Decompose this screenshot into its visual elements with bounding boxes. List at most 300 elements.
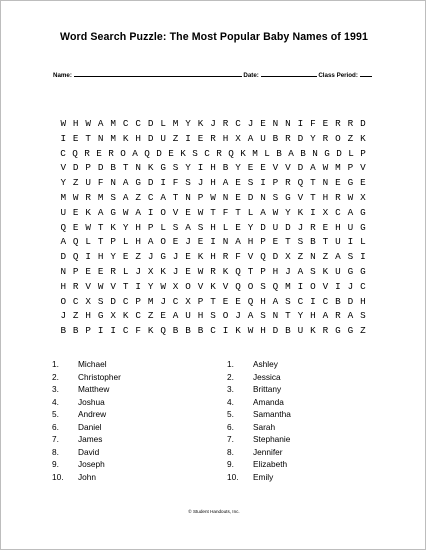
grid-letter[interactable]: W	[197, 265, 204, 277]
grid-letter[interactable]: A	[297, 265, 304, 277]
grid-letter[interactable]: N	[312, 147, 318, 159]
grid-letter[interactable]: C	[322, 295, 329, 307]
grid-letter[interactable]: C	[135, 118, 141, 129]
grid-letter[interactable]: J	[147, 251, 154, 263]
grid-letter[interactable]: E	[72, 221, 79, 233]
grid-letter[interactable]: N	[285, 118, 291, 129]
grid-letter[interactable]: H	[60, 280, 67, 292]
grid-letter[interactable]: X	[85, 295, 91, 307]
grid-letter[interactable]: T	[97, 236, 104, 248]
grid-letter[interactable]: N	[222, 191, 229, 203]
grid-letter[interactable]: R	[72, 280, 79, 292]
grid-letter[interactable]: D	[156, 147, 162, 159]
grid-letter[interactable]: J	[247, 118, 254, 129]
grid-letter[interactable]: X	[322, 206, 329, 218]
grid-letter[interactable]: D	[260, 221, 266, 233]
grid-letter[interactable]: G	[360, 221, 366, 233]
grid-letter[interactable]: C	[210, 325, 216, 337]
grid-letter[interactable]: G	[135, 177, 141, 189]
grid-letter[interactable]: I	[97, 325, 104, 337]
grid-letter[interactable]: N	[97, 132, 104, 144]
grid-letter[interactable]: A	[147, 236, 154, 248]
grid-letter[interactable]: R	[335, 191, 341, 203]
grid-letter[interactable]: U	[85, 177, 91, 189]
grid-letter[interactable]: Y	[247, 221, 254, 233]
grid-letter[interactable]: N	[310, 251, 316, 263]
grid-letter[interactable]: N	[322, 177, 329, 189]
grid-letter[interactable]: R	[210, 132, 216, 144]
grid-letter[interactable]: Q	[160, 325, 166, 337]
grid-letter[interactable]: V	[172, 206, 179, 218]
grid-letter[interactable]: D	[60, 251, 67, 263]
grid-letter[interactable]: J	[172, 265, 179, 277]
grid-letter[interactable]: D	[285, 221, 291, 233]
grid-letter[interactable]: B	[72, 325, 79, 337]
grid-letter[interactable]: R	[285, 132, 291, 144]
grid-letter[interactable]: O	[335, 132, 341, 144]
grid-letter[interactable]: S	[260, 310, 266, 322]
grid-letter[interactable]: D	[272, 251, 279, 263]
grid-letter[interactable]: I	[85, 251, 91, 263]
grid-letter[interactable]: I	[197, 162, 204, 174]
grid-letter[interactable]: E	[235, 221, 241, 233]
grid-letter[interactable]: Q	[272, 280, 279, 292]
grid-letter[interactable]: E	[96, 147, 102, 159]
grid-letter[interactable]: I	[60, 132, 67, 144]
grid-letter[interactable]: H	[135, 132, 141, 144]
grid-letter[interactable]: M	[335, 162, 341, 174]
grid-letter[interactable]: A	[122, 177, 129, 189]
grid-letter[interactable]: C	[297, 295, 304, 307]
grid-letter[interactable]: E	[160, 310, 166, 322]
grid-letter[interactable]: G	[335, 325, 341, 337]
grid-letter[interactable]: A	[272, 295, 279, 307]
grid-letter[interactable]: C	[147, 191, 154, 203]
grid-letter[interactable]: O	[120, 147, 126, 159]
grid-letter[interactable]: C	[172, 295, 179, 307]
grid-letter[interactable]: Q	[60, 221, 67, 233]
grid-letter[interactable]: C	[335, 206, 341, 218]
grid-letter[interactable]: Z	[72, 177, 79, 189]
grid-letter[interactable]: V	[110, 280, 116, 292]
grid-letter[interactable]: P	[147, 221, 154, 233]
grid-letter[interactable]: E	[172, 236, 179, 248]
grid-letter[interactable]: E	[272, 236, 279, 248]
grid-letter[interactable]: R	[347, 118, 354, 129]
grid-letter[interactable]: X	[285, 251, 291, 263]
class-period-blank[interactable]	[360, 71, 372, 77]
grid-letter[interactable]: C	[360, 280, 366, 292]
grid-letter[interactable]: U	[297, 325, 304, 337]
grid-letter[interactable]: I	[160, 177, 166, 189]
grid-letter[interactable]: R	[216, 147, 222, 159]
grid-letter[interactable]: I	[222, 325, 229, 337]
grid-letter[interactable]: E	[235, 191, 241, 203]
grid-letter[interactable]: X	[172, 280, 179, 292]
grid-letter[interactable]: Z	[72, 310, 79, 322]
grid-letter[interactable]: R	[222, 251, 229, 263]
grid-letter[interactable]: R	[322, 132, 329, 144]
grid-letter[interactable]: O	[60, 295, 67, 307]
grid-letter[interactable]: I	[147, 206, 154, 218]
grid-letter[interactable]: S	[260, 280, 266, 292]
grid-letter[interactable]: B	[285, 325, 291, 337]
grid-letter[interactable]: H	[247, 236, 254, 248]
grid-letter[interactable]: S	[185, 177, 191, 189]
grid-letter[interactable]: D	[360, 118, 366, 129]
grid-letter[interactable]: C	[204, 147, 210, 159]
grid-letter[interactable]: N	[110, 177, 116, 189]
grid-letter[interactable]: A	[288, 147, 294, 159]
grid-letter[interactable]: B	[276, 147, 282, 159]
grid-letter[interactable]: L	[122, 265, 129, 277]
grid-letter[interactable]: G	[160, 251, 166, 263]
grid-letter[interactable]: E	[122, 251, 129, 263]
grid-letter[interactable]: E	[247, 162, 254, 174]
grid-letter[interactable]: Y	[185, 162, 191, 174]
grid-letter[interactable]: R	[210, 265, 216, 277]
grid-letter[interactable]: R	[310, 221, 316, 233]
grid-letter[interactable]: P	[347, 162, 354, 174]
grid-letter[interactable]: Z	[172, 132, 179, 144]
grid-letter[interactable]: X	[360, 191, 366, 203]
grid-letter[interactable]: H	[210, 162, 216, 174]
word-search-grid[interactable]	[57, 117, 369, 339]
grid-letter[interactable]: H	[135, 236, 141, 248]
grid-letter[interactable]: L	[360, 236, 366, 248]
grid-letter[interactable]: D	[147, 118, 154, 129]
grid-letter[interactable]: J	[197, 177, 204, 189]
grid-letter[interactable]: V	[222, 280, 229, 292]
grid-letter[interactable]: S	[197, 221, 204, 233]
grid-letter[interactable]: F	[97, 177, 104, 189]
grid-letter[interactable]: W	[272, 206, 279, 218]
grid-letter[interactable]: W	[322, 162, 329, 174]
grid-letter[interactable]: S	[272, 191, 279, 203]
grid-letter[interactable]: R	[222, 118, 229, 129]
grid-letter[interactable]: H	[272, 265, 279, 277]
grid-letter[interactable]: S	[347, 251, 354, 263]
grid-letter[interactable]: C	[122, 118, 129, 129]
grid-letter[interactable]: O	[185, 280, 191, 292]
grid-letter[interactable]: Y	[310, 132, 316, 144]
grid-letter[interactable]: W	[85, 118, 91, 129]
grid-letter[interactable]: O	[160, 206, 166, 218]
grid-letter[interactable]: L	[160, 118, 166, 129]
grid-letter[interactable]: K	[85, 206, 91, 218]
grid-letter[interactable]: U	[335, 236, 341, 248]
grid-letter[interactable]: V	[60, 162, 67, 174]
grid-letter[interactable]: I	[310, 295, 316, 307]
grid-letter[interactable]: H	[210, 251, 216, 263]
grid-letter[interactable]: T	[122, 280, 129, 292]
grid-letter[interactable]: O	[247, 280, 254, 292]
grid-letter[interactable]: Y	[60, 177, 67, 189]
grid-letter[interactable]: Q	[235, 280, 241, 292]
grid-letter[interactable]: U	[272, 221, 279, 233]
grid-letter[interactable]: H	[97, 251, 104, 263]
grid-letter[interactable]: T	[85, 132, 91, 144]
grid-letter[interactable]: L	[160, 221, 166, 233]
grid-letter[interactable]: D	[97, 162, 104, 174]
grid-letter[interactable]: E	[72, 132, 79, 144]
grid-letter[interactable]: E	[185, 206, 191, 218]
grid-letter[interactable]: J	[185, 236, 191, 248]
grid-letter[interactable]: W	[210, 191, 216, 203]
grid-letter[interactable]: E	[235, 177, 241, 189]
grid-letter[interactable]: P	[110, 236, 116, 248]
grid-letter[interactable]: I	[310, 206, 316, 218]
grid-letter[interactable]: Z	[147, 310, 154, 322]
grid-letter[interactable]: P	[260, 236, 266, 248]
grid-letter[interactable]: P	[360, 147, 366, 159]
grid-letter[interactable]: A	[247, 310, 254, 322]
grid-letter[interactable]: J	[347, 280, 354, 292]
grid-letter[interactable]: D	[147, 132, 154, 144]
grid-letter[interactable]: G	[285, 191, 291, 203]
grid-letter[interactable]: H	[210, 177, 216, 189]
grid-letter[interactable]: H	[360, 295, 366, 307]
grid-letter[interactable]: M	[147, 295, 154, 307]
grid-letter[interactable]: A	[322, 310, 329, 322]
grid-letter[interactable]: J	[235, 310, 241, 322]
grid-letter[interactable]: B	[310, 236, 316, 248]
grid-letter[interactable]: B	[335, 295, 341, 307]
grid-letter[interactable]: Z	[297, 251, 304, 263]
grid-letter[interactable]: I	[185, 132, 191, 144]
grid-letter[interactable]: D	[336, 147, 342, 159]
grid-letter[interactable]: U	[60, 206, 67, 218]
grid-letter[interactable]: E	[335, 177, 341, 189]
grid-letter[interactable]: V	[272, 162, 279, 174]
grid-letter[interactable]: V	[247, 251, 254, 263]
grid-letter[interactable]: W	[347, 191, 354, 203]
grid-letter[interactable]: V	[360, 162, 366, 174]
grid-letter[interactable]: R	[108, 147, 114, 159]
grid-letter[interactable]: V	[197, 280, 204, 292]
grid-letter[interactable]: S	[172, 221, 179, 233]
grid-letter[interactable]: D	[147, 177, 154, 189]
grid-letter[interactable]: J	[135, 265, 141, 277]
grid-letter[interactable]: F	[235, 251, 241, 263]
grid-letter[interactable]: D	[110, 295, 116, 307]
grid-letter[interactable]: A	[97, 118, 104, 129]
grid-letter[interactable]: J	[297, 221, 304, 233]
grid-letter[interactable]: F	[310, 118, 316, 129]
grid-letter[interactable]: S	[110, 191, 116, 203]
grid-letter[interactable]: R	[110, 265, 116, 277]
grid-letter[interactable]: W	[97, 280, 104, 292]
grid-letter[interactable]: K	[240, 147, 246, 159]
grid-letter[interactable]: N	[185, 191, 191, 203]
grid-letter[interactable]: G	[110, 206, 116, 218]
grid-letter[interactable]: A	[135, 206, 141, 218]
grid-letter[interactable]: I	[347, 236, 354, 248]
grid-letter[interactable]: D	[297, 132, 304, 144]
grid-letter[interactable]: S	[310, 265, 316, 277]
grid-letter[interactable]: I	[297, 280, 304, 292]
grid-letter[interactable]: B	[185, 325, 191, 337]
grid-letter[interactable]: F	[172, 177, 179, 189]
grid-letter[interactable]: K	[110, 221, 116, 233]
grid-letter[interactable]: K	[310, 325, 316, 337]
grid-letter[interactable]: Y	[110, 251, 116, 263]
grid-letter[interactable]: X	[235, 132, 241, 144]
grid-letter[interactable]: U	[160, 132, 166, 144]
grid-letter[interactable]: H	[260, 295, 266, 307]
grid-letter[interactable]: X	[110, 310, 116, 322]
grid-letter[interactable]: J	[210, 118, 216, 129]
grid-letter[interactable]: J	[172, 251, 179, 263]
grid-letter[interactable]: P	[197, 191, 204, 203]
grid-letter[interactable]: E	[222, 295, 229, 307]
grid-letter[interactable]: S	[192, 147, 198, 159]
grid-letter[interactable]: N	[260, 191, 266, 203]
grid-letter[interactable]: Q	[228, 147, 234, 159]
grid-letter[interactable]: K	[180, 147, 186, 159]
grid-letter[interactable]: Q	[247, 295, 254, 307]
grid-letter[interactable]: Y	[147, 280, 154, 292]
grid-letter[interactable]: W	[60, 118, 67, 129]
grid-letter[interactable]: K	[235, 325, 241, 337]
grid-letter[interactable]: L	[122, 236, 129, 248]
grid-letter[interactable]: U	[347, 221, 354, 233]
grid-letter[interactable]: T	[285, 310, 291, 322]
grid-letter[interactable]: D	[247, 191, 254, 203]
grid-letter[interactable]: H	[222, 132, 229, 144]
grid-letter[interactable]: P	[85, 325, 91, 337]
grid-letter[interactable]: J	[285, 265, 291, 277]
grid-letter[interactable]: T	[210, 206, 216, 218]
grid-letter[interactable]: Z	[135, 251, 141, 263]
grid-letter[interactable]: P	[135, 295, 141, 307]
grid-letter[interactable]: E	[97, 265, 104, 277]
grid-letter[interactable]: P	[272, 177, 279, 189]
grid-letter[interactable]: H	[135, 221, 141, 233]
grid-letter[interactable]: L	[247, 206, 254, 218]
grid-letter[interactable]: A	[335, 251, 341, 263]
grid-letter[interactable]: Q	[72, 236, 79, 248]
grid-letter[interactable]: T	[247, 265, 254, 277]
grid-letter[interactable]: N	[272, 118, 279, 129]
grid-letter[interactable]: N	[135, 162, 141, 174]
grid-letter[interactable]: G	[97, 310, 104, 322]
grid-letter[interactable]: L	[85, 236, 91, 248]
grid-letter[interactable]: R	[85, 191, 91, 203]
grid-letter[interactable]: K	[197, 251, 204, 263]
grid-letter[interactable]: G	[360, 265, 366, 277]
grid-letter[interactable]: V	[322, 280, 329, 292]
grid-letter[interactable]: S	[247, 177, 254, 189]
grid-letter[interactable]: V	[85, 280, 91, 292]
grid-letter[interactable]: K	[160, 265, 166, 277]
grid-letter[interactable]: C	[235, 118, 241, 129]
grid-letter[interactable]: Z	[360, 325, 366, 337]
grid-letter[interactable]: K	[122, 310, 129, 322]
grid-letter[interactable]: U	[260, 132, 266, 144]
grid-letter[interactable]: S	[297, 236, 304, 248]
grid-letter[interactable]: R	[322, 325, 329, 337]
grid-letter[interactable]: O	[222, 310, 229, 322]
grid-letter[interactable]: P	[197, 295, 204, 307]
grid-letter[interactable]: O	[160, 236, 166, 248]
grid-letter[interactable]: E	[168, 147, 174, 159]
grid-letter[interactable]: E	[185, 251, 191, 263]
grid-letter[interactable]: B	[272, 132, 279, 144]
grid-letter[interactable]: G	[324, 147, 330, 159]
grid-letter[interactable]: T	[310, 191, 316, 203]
grid-letter[interactable]: G	[347, 325, 354, 337]
grid-letter[interactable]: R	[285, 177, 291, 189]
name-blank[interactable]	[74, 71, 242, 77]
grid-letter[interactable]: A	[60, 236, 67, 248]
grid-letter[interactable]: E	[322, 118, 329, 129]
grid-letter[interactable]: W	[122, 206, 129, 218]
grid-letter[interactable]: H	[197, 310, 204, 322]
grid-letter[interactable]: A	[132, 147, 138, 159]
grid-letter[interactable]: N	[60, 265, 67, 277]
grid-letter[interactable]: Y	[297, 310, 304, 322]
grid-letter[interactable]: K	[147, 162, 154, 174]
grid-letter[interactable]: K	[210, 280, 216, 292]
grid-letter[interactable]: F	[135, 325, 141, 337]
grid-letter[interactable]: B	[172, 325, 179, 337]
grid-letter[interactable]: N	[272, 310, 279, 322]
grid-letter[interactable]: G	[160, 162, 166, 174]
grid-letter[interactable]: D	[297, 162, 304, 174]
grid-letter[interactable]: N	[222, 236, 229, 248]
grid-letter[interactable]: A	[97, 206, 104, 218]
grid-letter[interactable]: B	[197, 325, 204, 337]
grid-letter[interactable]: D	[72, 162, 79, 174]
grid-letter[interactable]: M	[285, 280, 291, 292]
grid-letter[interactable]: S	[360, 310, 366, 322]
grid-letter[interactable]: K	[147, 325, 154, 337]
grid-letter[interactable]: E	[72, 206, 79, 218]
grid-letter[interactable]: S	[97, 295, 104, 307]
grid-letter[interactable]: Y	[185, 118, 191, 129]
grid-letter[interactable]: H	[210, 221, 216, 233]
grid-letter[interactable]: B	[300, 147, 306, 159]
grid-letter[interactable]: U	[335, 265, 341, 277]
grid-letter[interactable]: A	[172, 310, 179, 322]
grid-letter[interactable]: D	[347, 295, 354, 307]
grid-letter[interactable]: Y	[122, 221, 129, 233]
grid-letter[interactable]: T	[322, 236, 329, 248]
grid-letter[interactable]: B	[110, 162, 116, 174]
grid-letter[interactable]: A	[222, 177, 229, 189]
grid-letter[interactable]: P	[260, 265, 266, 277]
date-blank[interactable]	[261, 71, 317, 77]
grid-letter[interactable]: Y	[235, 162, 241, 174]
grid-letter[interactable]: V	[297, 191, 304, 203]
grid-letter[interactable]: H	[310, 310, 316, 322]
grid-letter[interactable]: X	[185, 295, 191, 307]
grid-letter[interactable]: C	[122, 325, 129, 337]
grid-letter[interactable]: R	[84, 147, 90, 159]
grid-letter[interactable]: E	[360, 177, 366, 189]
grid-letter[interactable]: I	[210, 236, 216, 248]
grid-letter[interactable]: M	[97, 191, 104, 203]
grid-letter[interactable]: E	[197, 236, 204, 248]
grid-letter[interactable]: C	[60, 147, 66, 159]
grid-letter[interactable]: H	[260, 325, 266, 337]
grid-letter[interactable]: W	[72, 191, 79, 203]
grid-letter[interactable]: K	[122, 132, 129, 144]
grid-letter[interactable]: H	[335, 221, 341, 233]
grid-letter[interactable]: W	[197, 206, 204, 218]
grid-letter[interactable]: K	[222, 265, 229, 277]
